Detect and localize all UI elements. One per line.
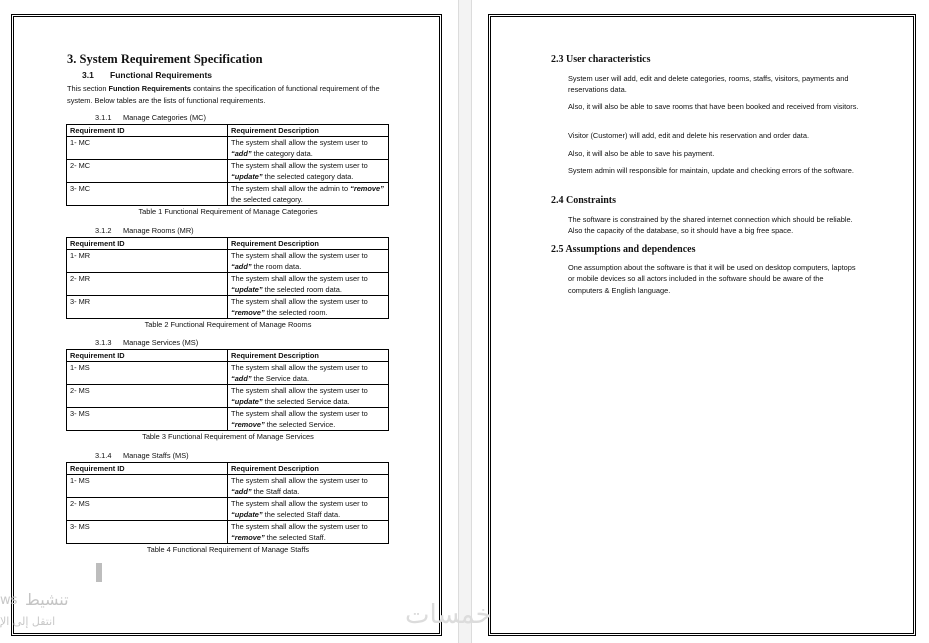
sub-title: Manage Services (MS) [123, 338, 199, 347]
req-desc: The system shall allow the system user to “remove” the selected Staff. [228, 521, 389, 544]
activation-ws: ws [0, 593, 18, 608]
table-row [67, 385, 389, 408]
req-id: 2- MS [67, 498, 228, 521]
req-id: 2- MS [67, 385, 228, 408]
req-id: 2- MR [67, 273, 228, 296]
table-header [67, 350, 389, 362]
activation-notice: تنشيط [25, 590, 69, 609]
table-row [67, 137, 389, 160]
sub-number: 3.1.1 [95, 113, 112, 122]
requirements-table [66, 349, 389, 431]
col-desc-header: Requirement Description [228, 463, 389, 475]
intro-paragraph: This section Function Requirements contains the specification of functional requirement of the system. Below tables are the lists of functional requirements. [67, 84, 380, 105]
paragraph: One assumption about the software is that it will be used on desktop computers, laptops or mobile devices so all actors included in the software should be aware of the computers & English language. [568, 263, 856, 295]
sub-title: Manage Rooms (MR) [123, 226, 194, 235]
paragraph: Also, it will also be able to save rooms that have been booked and received from visitors. [568, 102, 859, 111]
sub-number: 3.1.4 [95, 451, 112, 460]
requirements-table [66, 237, 389, 319]
activation-hint: انتقل إلى الإ [0, 615, 56, 628]
col-id-header: Requirement ID [67, 238, 228, 250]
table-caption: Table 4 Functional Requirement of Manage Staffs [146, 545, 310, 554]
req-id: 1- MS [67, 475, 228, 498]
table-row [67, 160, 389, 183]
paragraph: The software is constrained by the shared internet connection which should be reliable. Also the capacity of the database, so it should have a big free space. [568, 215, 853, 236]
table-row [67, 362, 389, 385]
table-caption: Table 1 Functional Requirement of Manage Categories [138, 207, 318, 216]
req-desc: The system shall allow the system user to “remove” the selected room. [228, 296, 389, 319]
req-desc: The system shall allow the system user to “update” the selected category data. [228, 160, 389, 183]
sub-title: Manage Categories (MC) [123, 113, 206, 122]
user-characteristics-heading: 2.3 User characteristics [551, 54, 651, 65]
table-row [67, 498, 389, 521]
req-desc: The system shall allow the system user to “update” the selected Staff data. [228, 498, 389, 521]
paragraph: System user will add, edit and delete categories, rooms, staffs, visitors, payments and reservations data. [568, 74, 849, 95]
table-row [67, 408, 389, 431]
req-id: 3- MS [67, 521, 228, 544]
text-cursor-marker [96, 563, 102, 582]
page-gap [458, 0, 472, 643]
assumptions-heading: 2.5 Assumptions and dependences [551, 244, 696, 255]
table-caption: Table 2 Functional Requirement of Manage Rooms [144, 320, 312, 329]
col-desc-header: Requirement Description [228, 238, 389, 250]
col-desc-header: Requirement Description [228, 125, 389, 137]
req-id: 1- MC [67, 137, 228, 160]
section-heading: 3. System Requirement Specification [67, 52, 263, 66]
col-id-header: Requirement ID [67, 125, 228, 137]
req-id: 3- MR [67, 296, 228, 319]
table-row [67, 183, 389, 206]
table-row [67, 475, 389, 498]
col-desc-header: Requirement Description [228, 350, 389, 362]
req-id: 2- MC [67, 160, 228, 183]
table-header [67, 125, 389, 137]
table-header [67, 463, 389, 475]
constraints-heading: 2.4 Constraints [551, 195, 617, 206]
col-id-header: Requirement ID [67, 350, 228, 362]
paragraph: Also, it will also be able to save his payment. [568, 149, 715, 158]
subsection-heading: Functional Requirements [110, 70, 213, 80]
req-id: 1- MS [67, 362, 228, 385]
paragraph: Visitor (Customer) will add, edit and delete his reservation and order data. [568, 131, 810, 140]
col-id-header: Requirement ID [67, 463, 228, 475]
req-id: 1- MR [67, 250, 228, 273]
req-id: 3- MS [67, 408, 228, 431]
req-desc: The system shall allow the system user to “add” the room data. [228, 250, 389, 273]
table-row [67, 521, 389, 544]
req-desc: The system shall allow the system user to “add” the Service data. [228, 362, 389, 385]
requirements-table [66, 124, 389, 206]
table-row [67, 250, 389, 273]
sub-number: 3.1.2 [95, 226, 112, 235]
req-desc: The system shall allow the system user to “add” the Staff data. [228, 475, 389, 498]
requirements-table [66, 462, 389, 544]
req-desc: The system shall allow the system user to “remove” the selected Service. [228, 408, 389, 431]
sub-number: 3.1.3 [95, 338, 112, 347]
sub-title: Manage Staffs (MS) [123, 451, 189, 460]
table-row [67, 273, 389, 296]
req-desc: The system shall allow the admin to “remove” the selected category. [228, 183, 389, 206]
req-desc: The system shall allow the system user to “update” the selected Service data. [228, 385, 389, 408]
paragraph: System admin will responsible for maintain, update and checking errors of the software. [568, 166, 854, 175]
req-desc: The system shall allow the system user to “update” the selected room data. [228, 273, 389, 296]
req-desc: The system shall allow the system user to “add” the category data. [228, 137, 389, 160]
table-header [67, 238, 389, 250]
site-watermark: خمسات [405, 600, 492, 630]
table-caption: Table 3 Functional Requirement of Manage Services [142, 432, 314, 441]
subsection-number: 3.1 [82, 70, 94, 80]
table-row [67, 296, 389, 319]
req-id: 3- MC [67, 183, 228, 206]
